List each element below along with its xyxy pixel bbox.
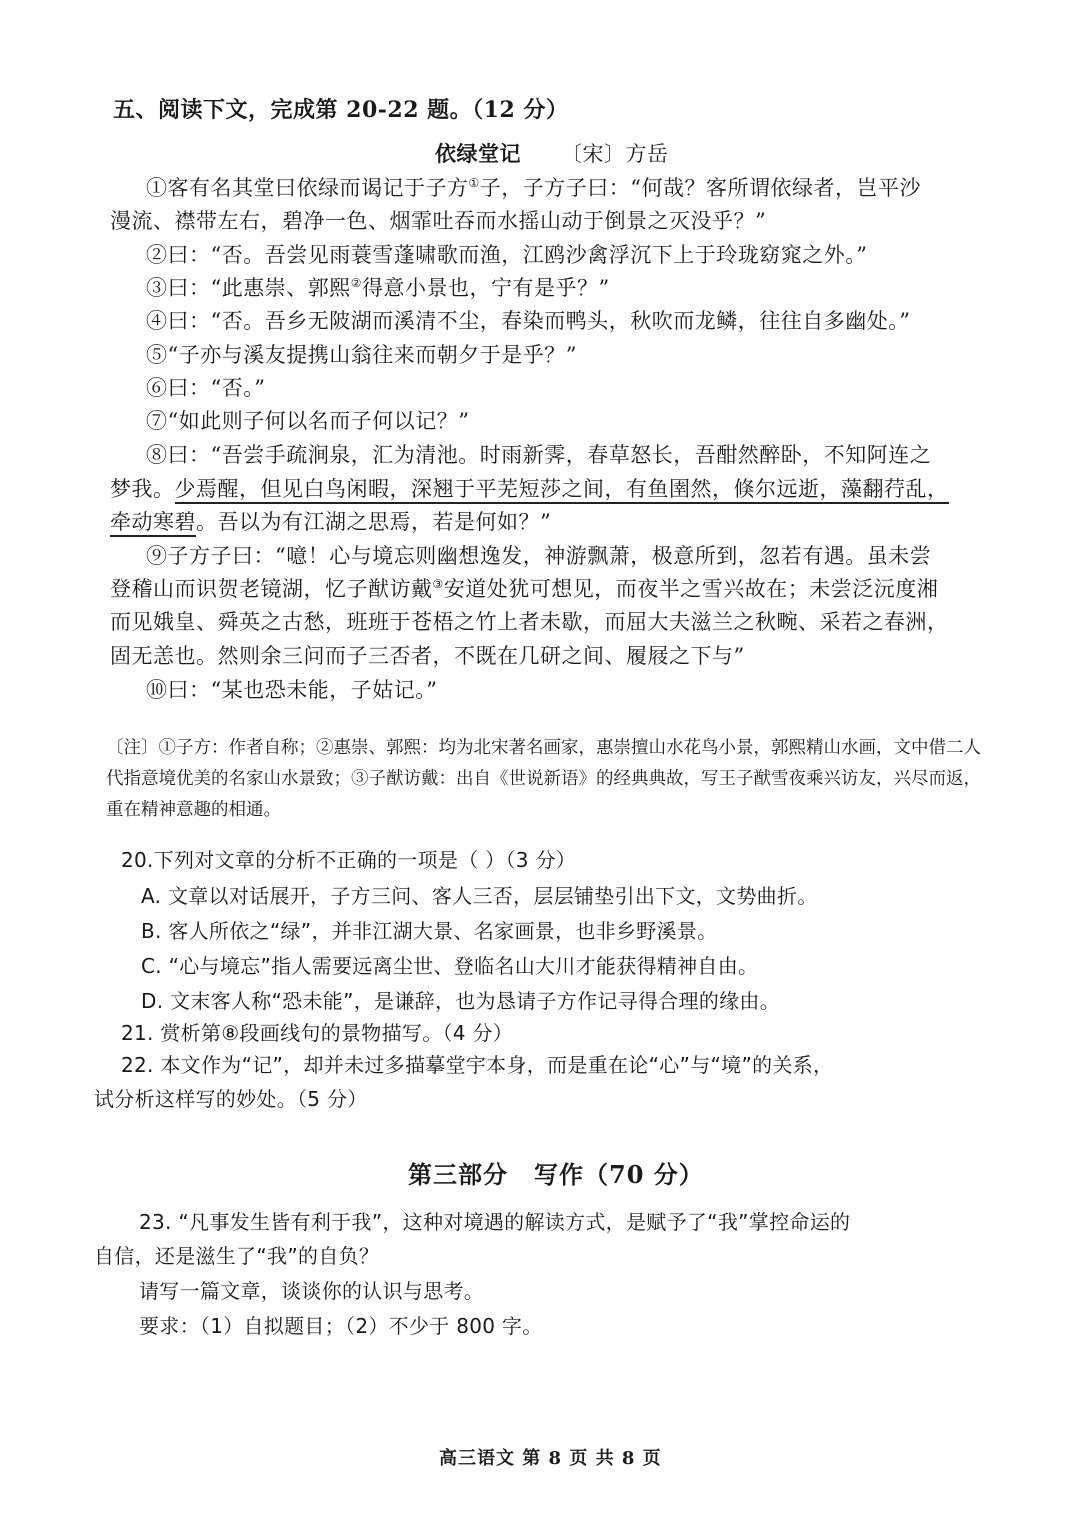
- paragraph-5: ⑤“子亦与溪友提携山翁往来而朝夕于是乎？”: [146, 343, 577, 367]
- paragraph-1-line-2: 漫流、襟带左右，碧净一色、烟霏吐吞而水摇山动于倒景之灭没乎？”: [110, 209, 767, 233]
- p3-text-b: 得意小景也，宁有是乎？”: [362, 276, 610, 300]
- p8-text-plain: 梦我。: [110, 477, 175, 501]
- writing-prompt-line-1: 23. “凡事发生皆有利于我”，这种对境遇的解读方式，是赋予了“我”掌控命运的: [139, 1210, 851, 1234]
- page-footer: 高三语文 第 8 页 共 8 页: [439, 1448, 662, 1469]
- paragraph-6: ⑥曰：“否。”: [146, 376, 266, 400]
- p1-text-a: ①客有名其堂曰依绿而谒记于子方: [146, 176, 469, 200]
- footnote-mark-3: ③: [432, 577, 444, 591]
- paragraph-3: [146, 273, 610, 303]
- writing-instruction: 请写一篇文章，谈谈你的认识与思考。: [139, 1279, 485, 1303]
- question-22-line-2: 试分析这样写的妙处。（5 分）: [94, 1087, 368, 1111]
- passage-title: 依绿堂记: [435, 141, 521, 166]
- section-heading: 五、阅读下文，完成第 20-22 题。（12 分）: [113, 97, 569, 123]
- paragraph-4: ④曰：“否。吾乡无陂湖而溪清不尘，春染而鸭头，秋吹而龙鳞，往往自多幽处。”: [146, 309, 911, 333]
- underlined-sentence-part-1: 少焉醒，但见白鸟闲暇，深翘于平芜短莎之间，有鱼圉然，倏尔远逝，藻翻荇乱，: [175, 477, 949, 504]
- question-20-option-a: A. 文章以对话展开，子方三问、客人三否，层层铺垫引出下文，文势曲折。: [141, 884, 818, 908]
- underlined-sentence-part-2: 牵动寒碧: [110, 510, 196, 537]
- footnote-mark-2: ②: [350, 276, 363, 290]
- writing-requirements: 要求：（1）自拟题目；（2）不少于 800 字。: [139, 1314, 543, 1338]
- p8-text-end: 。吾以为有江湖之思焉，若是何如？”: [196, 510, 552, 534]
- footnote-mark-1: ①: [468, 176, 480, 190]
- part-three-label: 第三部分: [408, 1160, 508, 1189]
- paragraph-2: ②曰：“否。吾尝见雨蓑雪蓬啸歌而渔，江鸥沙禽浮沉下上于玲珑窈窕之外。”: [146, 243, 868, 267]
- paragraph-10: ⑩曰：“某也恐未能，子姑记。”: [146, 678, 438, 702]
- passage-author: 〔宋〕方岳: [561, 142, 669, 166]
- writing-prompt-line-2: 自信，还是滋生了“我”的自负？: [94, 1244, 380, 1268]
- part-three-heading: [408, 1160, 704, 1190]
- p1-text-b: 子，子方子曰：“何哉？客所谓依绿者，岂平沙: [479, 176, 921, 200]
- footnote-block: [106, 733, 986, 826]
- paragraph-9-line-2: [110, 574, 938, 604]
- question-20-stem: 20.下列对文章的分析不正确的一项是（ ）（3 分）: [121, 848, 577, 872]
- question-22-line-1: 22. 本文作为“记”，却并未过多描摹堂宇本身，而是重在论“心”与“境”的关系，: [121, 1053, 834, 1077]
- paragraph-7: ⑦“如此则子何以名而子何以记？”: [146, 409, 470, 433]
- question-20-option-d: D. 文末客人称“恐未能”，是谦辞，也为恳请子方作记寻得合理的缘由。: [141, 989, 781, 1013]
- paragraph-8-line-1: ⑧曰：“吾尝手疏涧泉，汇为清池。时雨新霁，春草怒长，吾酣然醉卧，不知阿连之: [146, 443, 932, 467]
- paragraph-9-line-4: 固无恙也。然则余三问而子三否者，不既在几研之间、履屐之下与”: [110, 644, 745, 668]
- paragraph-8-line-3: [110, 507, 551, 537]
- question-20-option-b: B. 客人所依之“绿”，并非江湖大景、名家画景，也非乡野溪景。: [141, 919, 718, 943]
- p9-text-b: 安道处犹可想见，而夜半之雪兴故在；未尝泛沅度湘: [443, 577, 939, 601]
- question-20-option-c: C. “心与境忘”指人需要远离尘世、登临名山大川才能获得精神自由。: [141, 954, 759, 978]
- part-three-title: 写作（70 分）: [534, 1160, 704, 1189]
- footnote-text: 〔注〕①子方：作者自称；②惠崇、郭熙：均为北宋著名画家，惠崇擅山水花鸟小景，郭熙精山水画，文中借二人代指意境优美的名家山水景致；③子猷访戴：出自《世说新语》的经典典故，写王子猷雪夜乘兴访友，兴尽而返，重在精神意趣的相通。: [106, 738, 981, 820]
- passage-title-row: [435, 139, 669, 169]
- p9-text-a: 登稽山而识贺老镜湖，忆子猷访戴: [110, 577, 433, 601]
- paragraph-1-line-1: [146, 173, 921, 203]
- question-21: 21. 赏析第⑧段画线句的景物描写。（4 分）: [121, 1021, 514, 1045]
- paragraph-9-line-3: 而见娥皇、舜英之古愁，班班于苍梧之竹上者未歇，而屈大夫滋兰之秋畹、采若之春洲，: [110, 610, 949, 634]
- paragraph-8-line-2: [110, 474, 949, 504]
- paragraph-9-line-1: ⑨子方子曰：“噫！心与境忘则幽想逸发，神游飘萧，极意所到，忽若有遇。虽未尝: [146, 544, 932, 568]
- p3-text-a: ③曰：“此惠崇、郭熙: [146, 276, 351, 300]
